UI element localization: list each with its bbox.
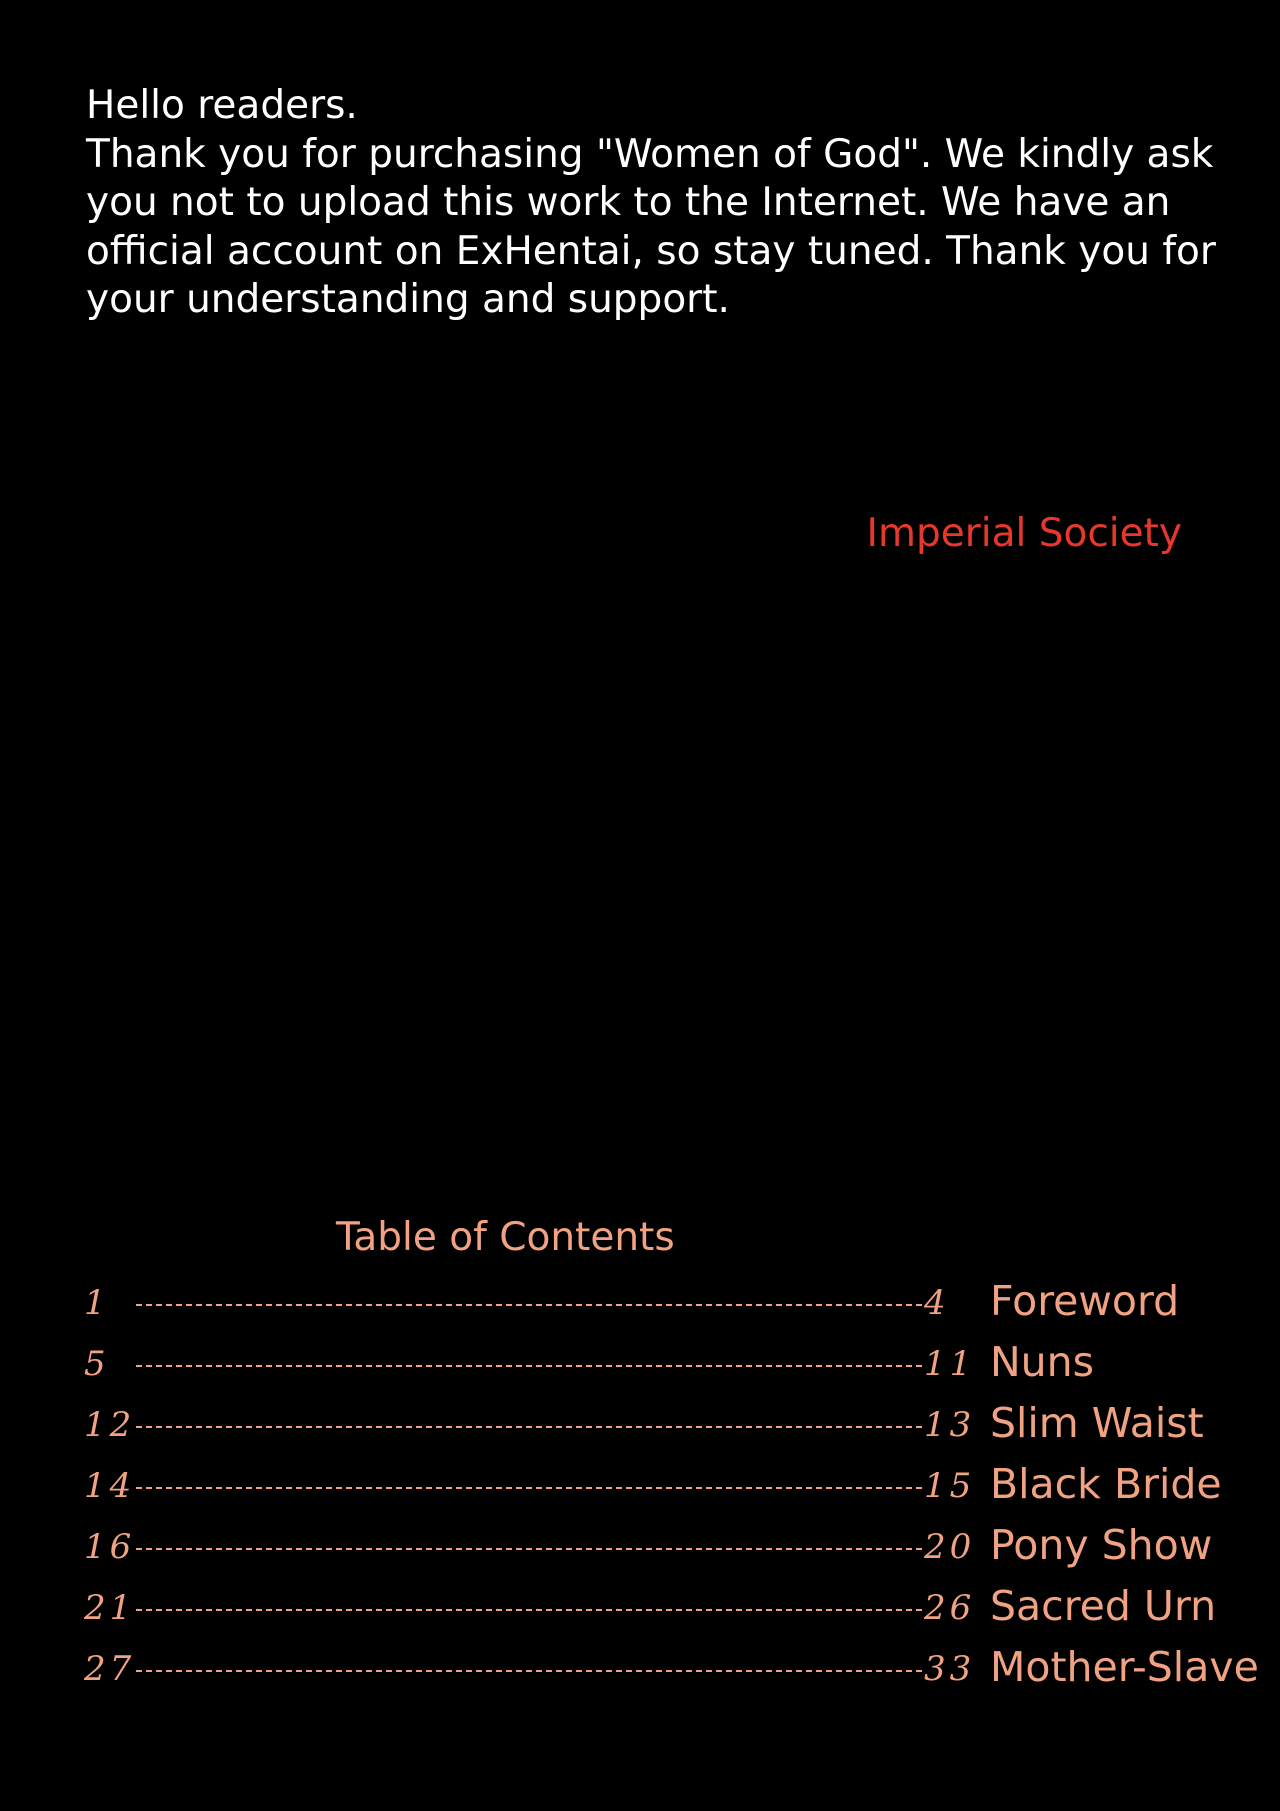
toc-start-page: 1 [84,1283,110,1323]
toc-chapter-name: Foreword [990,1277,1180,1325]
toc-start-page: 14 [84,1466,136,1506]
toc-end-page: 13 [924,1405,976,1445]
toc-chapter-name: Slim Waist [990,1399,1204,1447]
toc-leader [136,1609,922,1611]
toc-entry [84,1639,1264,1699]
reader-notice [86,82,1216,325]
toc-start-page: 21 [84,1588,136,1628]
toc-chapter-name: Nuns [990,1338,1095,1386]
toc-title: Table of Contents [336,1215,675,1260]
toc-leader [136,1487,922,1489]
toc-entry [84,1517,1264,1577]
toc-chapter-name: Pony Show [990,1521,1213,1569]
notice-greeting: Hello readers. [86,83,358,128]
toc-entry [84,1334,1264,1394]
toc-end-page: 26 [924,1588,976,1628]
toc-leader [136,1670,922,1672]
toc-start-page: 12 [84,1405,136,1445]
toc-entry [84,1273,1264,1333]
toc-chapter-name: Black Bride [990,1460,1222,1508]
toc-entry [84,1578,1264,1638]
notice-body: Thank you for purchasing "Women of God". We kindly ask you not to upload this work to the Internet. We have an official account on ExHentai, so stay tuned. Thank you for your understanding and support. [86,131,1216,322]
toc-end-page: 33 [924,1649,976,1689]
toc-end-page: 11 [924,1344,976,1384]
toc-entry [84,1395,1264,1455]
toc-start-page: 16 [84,1527,136,1567]
toc-end-page: 15 [924,1466,976,1506]
toc-end-page: 20 [924,1527,976,1567]
toc-leader [136,1426,922,1428]
toc-chapter-name: Sacred Urn [990,1582,1217,1630]
toc-start-page: 5 [84,1344,110,1384]
toc-leader [136,1304,922,1306]
toc-end-page: 4 [924,1283,950,1323]
toc-entry [84,1456,1264,1516]
toc-chapter-name: Mother-Slave [990,1643,1259,1691]
toc-leader [136,1365,922,1367]
toc-leader [136,1548,922,1550]
toc-start-page: 27 [84,1649,136,1689]
signature: Imperial Society [866,511,1182,556]
